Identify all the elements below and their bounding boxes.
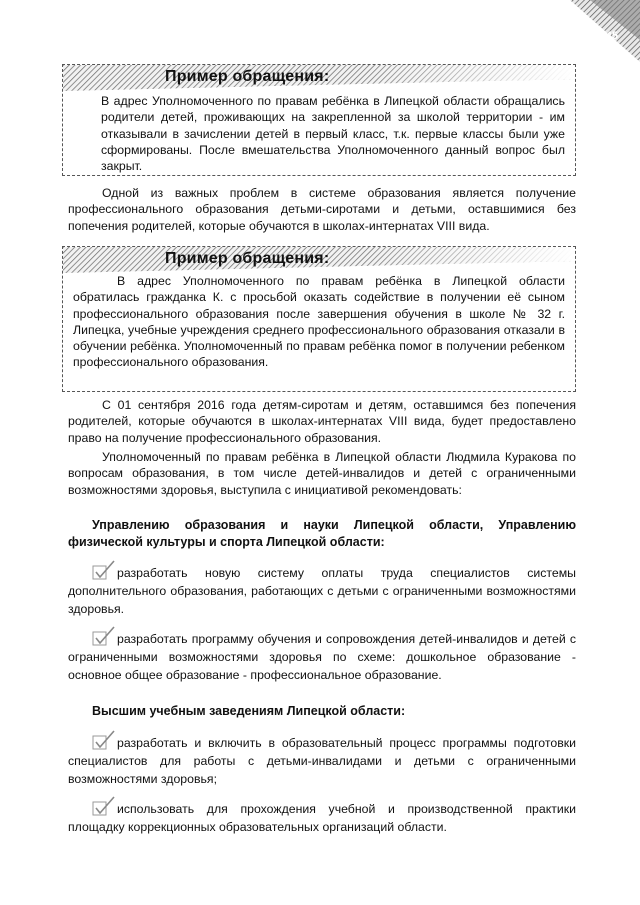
paragraph-ombudsman-initiative: Уполномоченный по правам ребёнка в Липецкой области Людмила Куракова по вопросам образования, в том числе детей-инвалидов и детей с ограниченными возможностями здоровья, выступила с инициативой рекомендовать: [68, 450, 576, 497]
checkmark-icon [92, 796, 116, 816]
list-item [68, 730, 576, 788]
list-item-text: разработать программу обучения и сопровождения детей-инвалидов и детей с ограниченными возможностями здоровья по схеме: дошкольное образование - основное общее образование - профессиональное образование. [68, 632, 576, 682]
example-box-2 [62, 246, 576, 392]
example-box-banner [63, 65, 575, 93]
example-box-1 [62, 64, 576, 176]
list-item [68, 560, 576, 618]
list-item-text: разработать и включить в образовательный процесс программы подготовки специалистов для работы с детьми-инвалидами и детьми с ограниченными возможностями здоровья; [68, 736, 576, 786]
list-item-text: использовать для прохождения учебной и производственной практики площадку коррекционных образовательных организаций области. [68, 802, 576, 834]
example-box-text: В адрес Уполномоченного по правам ребёнка в Липецкой области обратилась гражданка К. с просьбой оказать содействие в получении её сыном профессионального образования после завершения обучения в школе № 32 г. Липецка, учебные учреждения среднего профессионального образования отказали в обучении ребёнка. Уполномоченный по правам ребёнка помог в получении ребенком профессионального образования. [73, 274, 565, 370]
checkmark-icon [92, 626, 116, 646]
page-corner-decoration [550, 0, 640, 62]
section-heading-education-dept: Управлению образования и науки Липецкой области, Управлению физической культуры и спорта Липецкой области: [68, 518, 576, 549]
example-box-title: Пример обращения: [165, 250, 330, 267]
checkmark-icon [92, 730, 116, 750]
example-box-title: Пример обращения: [165, 68, 330, 85]
checkmark-icon [92, 560, 116, 580]
list-item-text: разработать новую систему оплаты труда специалистов системы дополнительного образования, работающих с детьми с ограниченными возможностями здоровья. [68, 566, 576, 616]
section-heading-universities: Высшим учебным заведениям Липецкой области: [92, 704, 406, 718]
example-box-banner [63, 247, 575, 275]
paragraph-orphans-education: Одной из важных проблем в системе образования является получение профессионального образования детьми-сиротами и детьми, оставшимися без попечения родителей, которые обучаются в школах-интернатах VIII вида. [68, 186, 576, 233]
page-number: 45 [605, 30, 618, 42]
example-box-text: В адрес Уполномоченного по правам ребёнка в Липецкой области обращались родители детей, проживающих на закрепленной за школой территории - им отказывали в зачислении детей в первый класс, т.к. первые классы были уже сформированы. После вмешательства Уполномоченного данный вопрос был закрыт. [101, 94, 565, 174]
paragraph-right-to-education: С 01 сентября 2016 года детям-сиротам и детям, оставшимся без попечения родителей, которые обучаются в школах-интернатах VIII вида, будет предоставлено право на получение профессионального образования. [68, 398, 576, 445]
list-item [68, 626, 576, 684]
list-item [68, 796, 576, 836]
